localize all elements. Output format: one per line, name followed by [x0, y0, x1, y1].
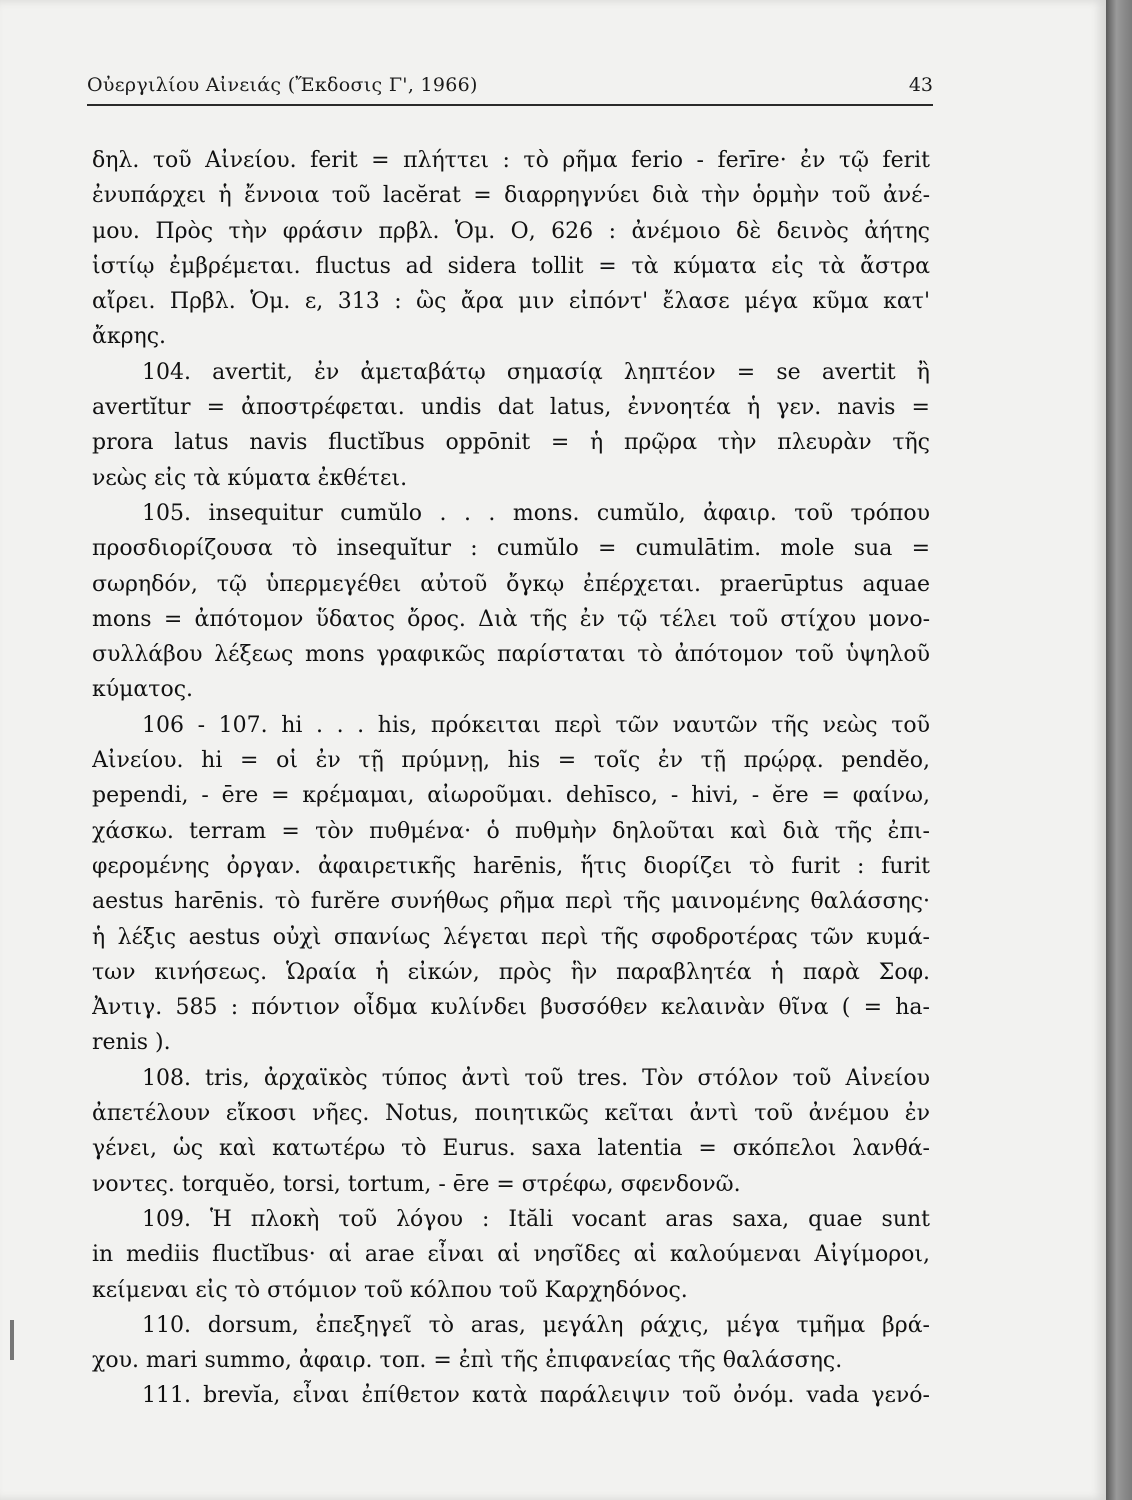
page-edge [1106, 0, 1132, 1500]
text-line: pependi, - ēre = κρέμαμαι, αἰωροῦμαι. dehīsco, - hivi, - ĕre = φαίνω, [92, 783, 930, 809]
text-line: prora latus navis fluctĭbus oppōnit = ἡ πρῷρα τὴν πλευρὰν τῆς [92, 430, 930, 456]
text-line: μου. Πρὸς τὴν φράσιν πρβλ. Ὁμ. Ο, 626 : ἀνέμοιο δὲ δεινὸς ἀήτης [92, 218, 930, 244]
text-line: ἱστίῳ ἐμβρέμεται. fluctus ad sidera tollit = τὰ κύματα εἰς τὰ ἄστρα [92, 253, 930, 279]
text-line: Αἰνείου. hi = οἱ ἐν τῇ πρύμνῃ, his = τοῖς ἐν τῇ πρῴρᾳ. pendĕo, [92, 748, 930, 774]
commentary-text [92, 143, 930, 1414]
header-rule [87, 104, 933, 106]
text-line: mons = ἀπότομον ὕδατος ὄρος. Διὰ τῆς ἐν τῷ τέλει τοῦ στίχου μονο- [92, 606, 930, 632]
text-line: δηλ. τοῦ Αἰνείου. ferit = πλήττει : τὸ ρῆμα ferio - ferīre· ἐν τῷ ferit [92, 148, 930, 173]
margin-mark [10, 1320, 14, 1360]
text-line: 105. insequitur cumŭlo . . . mons. cumŭlo, ἀφαιρ. τοῦ τρόπου [142, 500, 930, 526]
running-header [87, 74, 933, 106]
text-line: χου. mari summo, ἀφαιρ. τοπ. = ἐπὶ τῆς ἐπιφανείας τῆς θαλάσσης. [92, 1348, 843, 1374]
text-line: 104. avertit, ἐν ἀμεταβάτῳ σημασίᾳ ληπτέον = se avertit ἢ [142, 359, 930, 385]
text-line: 109. Ἡ πλοκὴ τοῦ λόγου : Ităli vocant aras saxa, quae sunt [142, 1206, 930, 1232]
text-line: 106 - 107. hi . . . his, πρόκειται περὶ τῶν ναυτῶν τῆς νεὼς τοῦ [142, 712, 930, 738]
text-line: προσδιορίζουσα τὸ insequĭtur : cumŭlo = cumulātim. mole sua = [92, 536, 930, 562]
text-line: ἡ λέξις aestus οὐχὶ σπανίως λέγεται περὶ τῆς σφοδροτέρας τῶν κυμά- [92, 924, 930, 950]
text-line: συλλάβου λέξεως mons γραφικῶς παρίσταται τὸ ἀπότομον τοῦ ὑψηλοῦ [92, 642, 930, 668]
text-line: σωρηδόν, τῷ ὑπερμεγέθει αὐτοῦ ὄγκῳ ἐπέρχεται. praerūptus aquae [92, 571, 930, 597]
text-line: ἐνυπάρχει ἡ ἔννοια τοῦ lacĕrat = διαρρηγνύει διὰ τὴν ὁρμὴν τοῦ ἀνέ- [92, 183, 930, 209]
header-title: Οὐεργιλίου Αἰνειάς (Ἔκδοσις Γ', 1966) [87, 74, 478, 96]
text-line: aestus harēnis. τὸ furĕre συνήθως ρῆμα περὶ τῆς μαινομένης θαλάσσης· [92, 889, 930, 915]
text-line: ἀπετέλουν εἴκοσι νῆες. Notus, ποιητικῶς κεῖται ἀντὶ τοῦ ἀνέμου ἐν [92, 1101, 930, 1127]
page-number: 43 [908, 74, 933, 96]
text-line: 110. dorsum, ἐπεξηγεῖ τὸ aras, μεγάλη ράχις, μέγα τμῆμα βρά- [142, 1312, 930, 1338]
text-line: κύματος. [92, 677, 194, 703]
text-line: 108. tris, ἀρχαϊκὸς τύπος ἀντὶ τοῦ tres. Τὸν στόλον τοῦ Αἰνείου [142, 1065, 930, 1091]
text-line: νεὼς εἰς τὰ κύματα ἐκθέτει. [92, 465, 408, 491]
text-line: Ἀντιγ. 585 : πόντιον οἶδμα κυλίνδει βυσσόθεν κελαινὰν θῖνα ( = ha- [92, 995, 930, 1021]
text-line: 111. brevĭa, εἶναι ἐπίθετον κατὰ παράλειψιν τοῦ ὀνόμ. vada γενό- [142, 1383, 930, 1409]
text-line: αἴρει. Πρβλ. Ὁμ. ε, 313 : ὣς ἄρα μιν εἰπόντ' ἔλασε μέγα κῦμα κατ' [92, 289, 930, 315]
text-line: νοντες. torquĕo, torsi, tortum, - ēre = στρέφω, σφενδονῶ. [92, 1171, 741, 1197]
text-line: ἄκρης. [92, 324, 167, 350]
text-line: avertĭtur = ἀποστρέφεται. undis dat latus, ἐννοητέα ἡ γεν. navis = [92, 395, 930, 421]
text-line: φερομένης ὀργαν. ἀφαιρετικῆς harēnis, ἥτις διορίζει τὸ furit : furit [92, 853, 930, 879]
text-line: in mediis fluctĭbus· αἱ arae εἶναι αἱ νησῖδες αἱ καλούμεναι Αἰγίμοροι, [92, 1242, 930, 1268]
text-line: χάσκω. terram = τὸν πυθμένα· ὁ πυθμὴν δηλοῦται καὶ διὰ τῆς ἐπι- [92, 818, 930, 844]
text-line: renis ). [92, 1030, 171, 1056]
text-line: κείμεναι εἰς τὸ στόμιον τοῦ κόλπου τοῦ Καρχηδόνος. [92, 1277, 688, 1303]
text-line: των κινήσεως. Ὡραία ἡ εἰκών, πρὸς ἣν παραβλητέα ἡ παρὰ Σοφ. [92, 959, 930, 985]
text-line: γένει, ὡς καὶ κατωτέρω τὸ Eurus. saxa latentia = σκόπελοι λανθά- [92, 1136, 930, 1162]
